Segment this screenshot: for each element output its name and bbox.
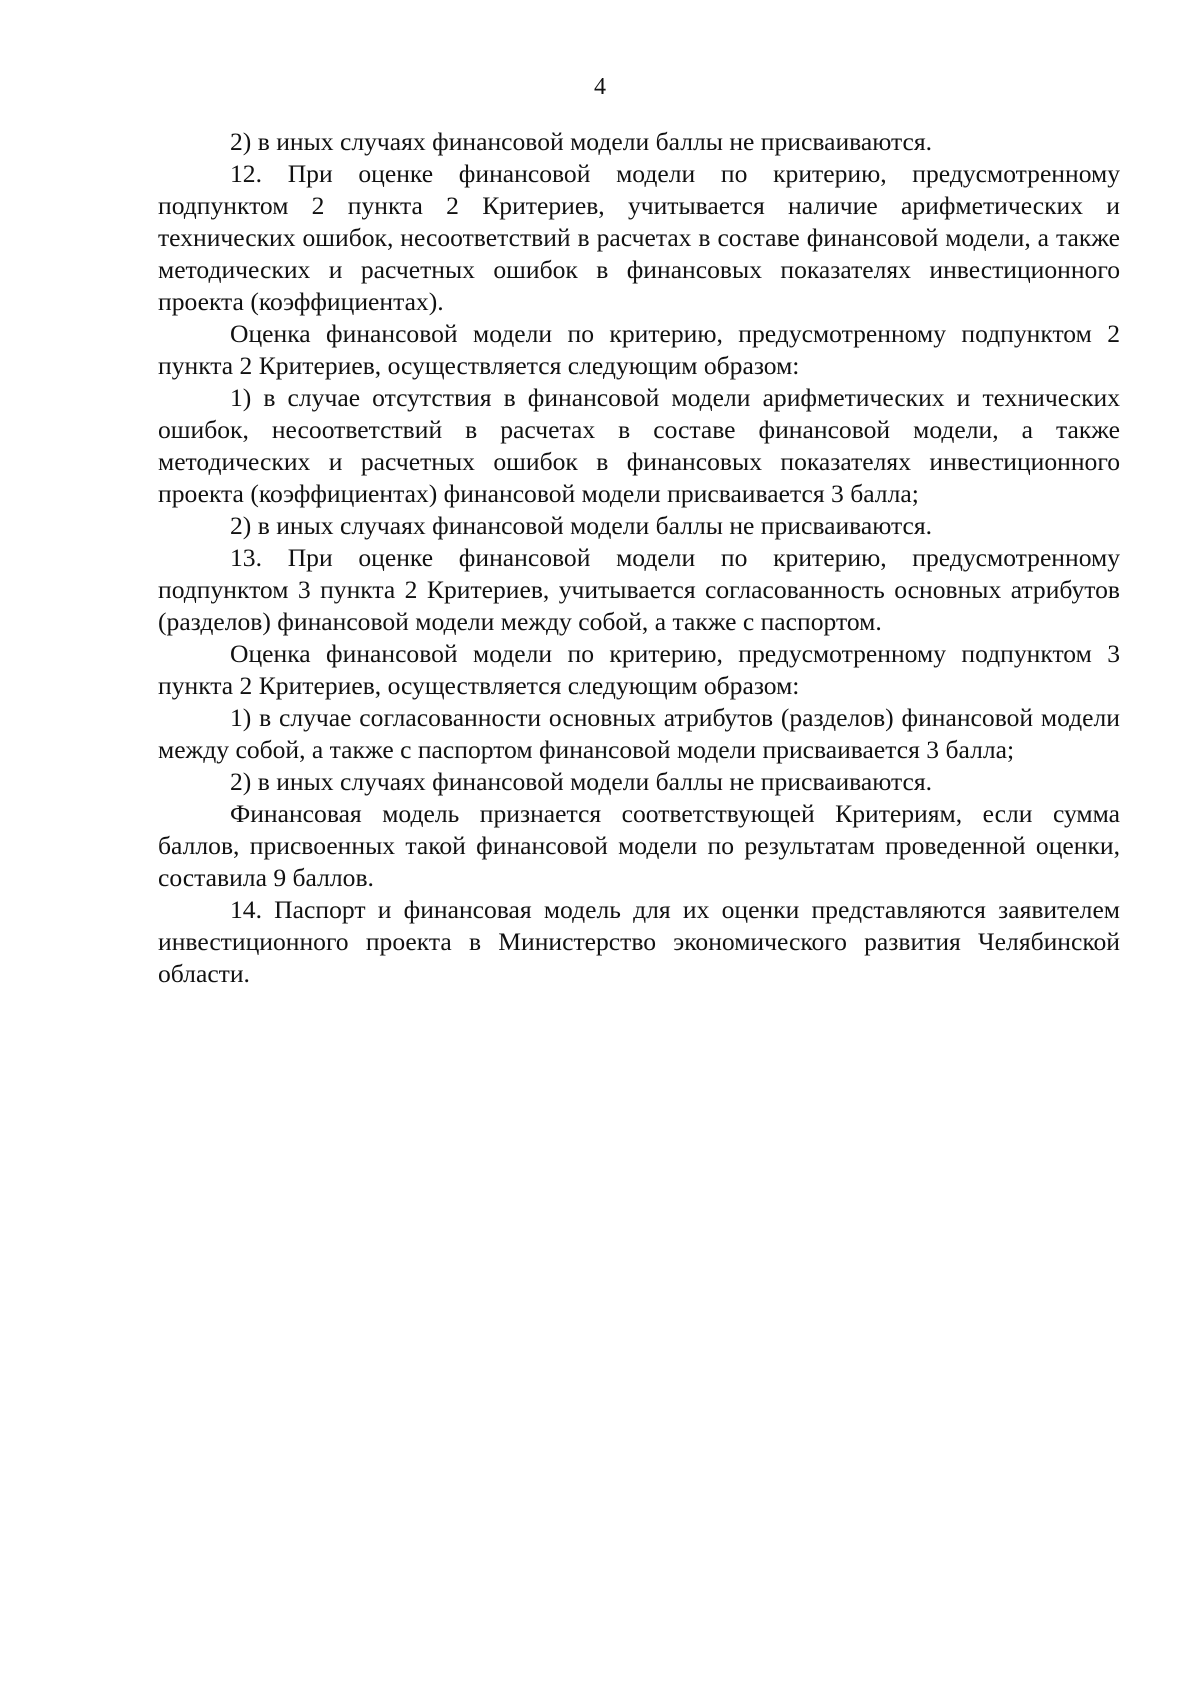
paragraph-clause-12: 12. При оценке финансовой модели по критерию, предусмотренному подпунктом 2 пункта 2 Критериев, учитывается наличие арифметических и технических ошибок, несоответствий в расчетах в составе финансовой модели, а также методических и расчетных ошибок в финансовых показателях инвестиционного проекта (коэффициентах). — [158, 159, 1120, 316]
paragraph-item-1-consistency: 1) в случае согласованности основных атрибутов (разделов) финансовой модели между собой, а также с паспортом финансовой модели присваивается 3 балла; — [158, 703, 1120, 764]
paragraph-clause-14: 14. Паспорт и финансовая модель для их оценки представляются заявителем инвестиционного проекта в Министерство экономического развития Челябинской области. — [158, 895, 1120, 988]
paragraph-clause-13: 13. При оценке финансовой модели по критерию, предусмотренному подпунктом 3 пункта 2 Критериев, учитывается согласованность основных атрибутов (разделов) финансовой модели между собой, а также с паспортом. — [158, 543, 1120, 636]
document-body — [158, 126, 1120, 990]
paragraph-item-1-three-points: 1) в случае отсутствия в финансовой модели арифметических и технических ошибок, несоответствий в расчетах в составе финансовой модели, а также методических и расчетных ошибок в финансовых показателях инвестиционного проекта (коэффициентах) финансовой модели присваивается 3 балла; — [158, 383, 1120, 508]
paragraph-item-2-no-points: 2) в иных случаях финансовой модели баллы не присваиваются. — [230, 511, 933, 540]
paragraph-assessment-subclause-3: Оценка финансовой модели по критерию, предусмотренному подпунктом 3 пункта 2 Критериев, осуществляется следующим образом: — [158, 639, 1120, 700]
paragraph-item-2-no-points: 2) в иных случаях финансовой модели баллы не присваиваются. — [230, 767, 933, 796]
paragraph-item-2-no-points: 2) в иных случаях финансовой модели баллы не присваиваются. — [230, 127, 933, 156]
paragraph-conformity-conclusion: Финансовая модель признается соответствующей Критериям, если сумма баллов, присвоенных такой финансовой модели по результатам проведенной оценки, составила 9 баллов. — [158, 799, 1120, 892]
page-number: 4 — [594, 74, 606, 100]
paragraph-assessment-subclause-2: Оценка финансовой модели по критерию, предусмотренному подпунктом 2 пункта 2 Критериев, осуществляется следующим образом: — [158, 319, 1120, 380]
